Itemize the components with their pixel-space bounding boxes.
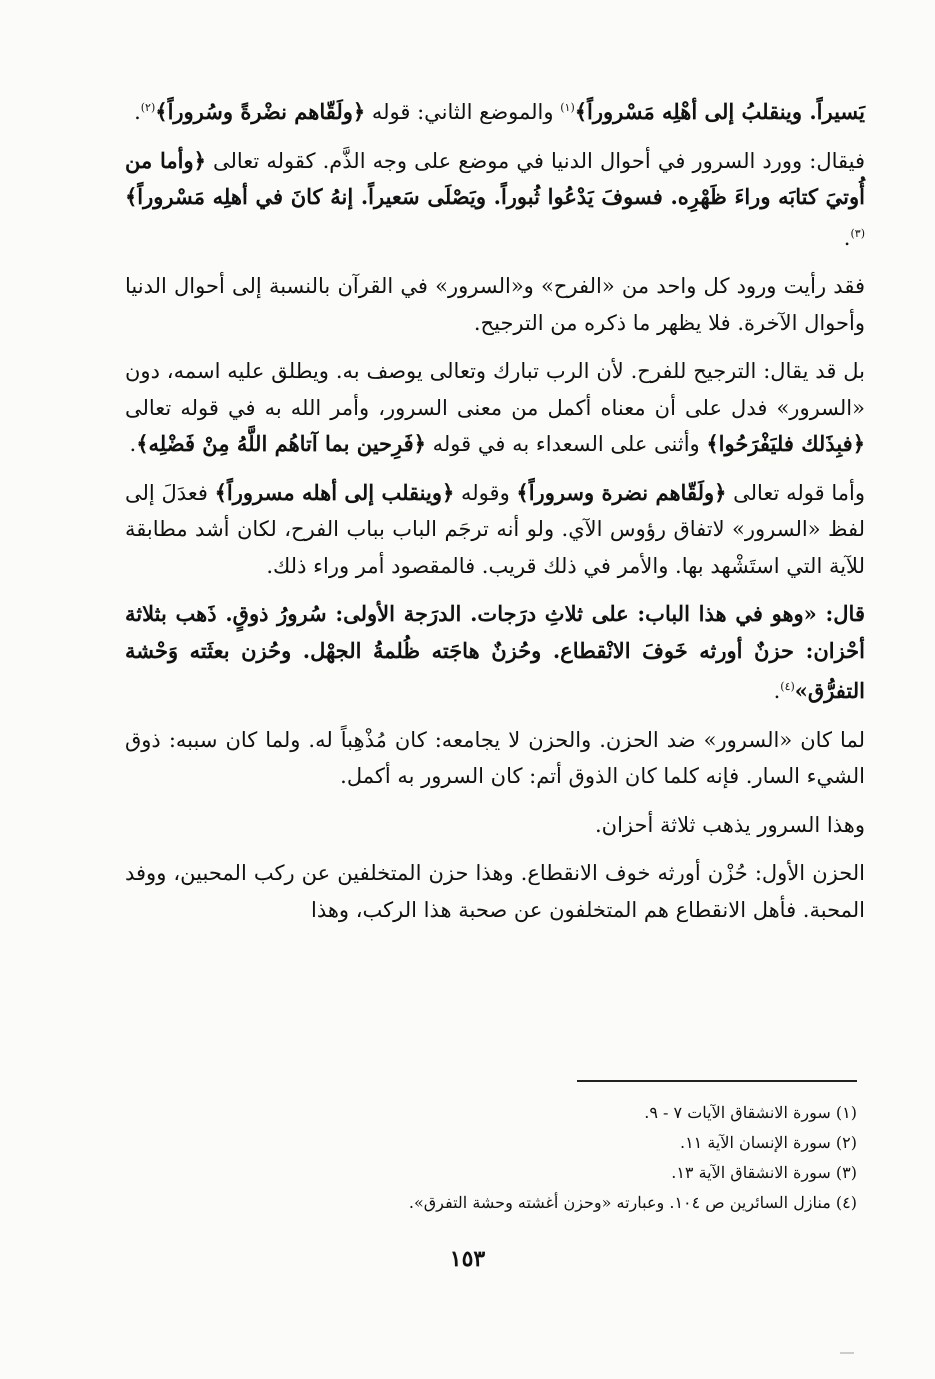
body-text: وأثنى على السعداء به في قوله: [425, 432, 707, 456]
scan-mark: [840, 1352, 854, 1354]
body-text: لما كان «السرور» ضد الحزن. والحزن لا يجامعه: كان مُذْهِباً له. ولما كان سببه: ذوق الشيء السار. فإنه كلما كان الذوق أتم: كان السرور به أكمل.: [125, 727, 865, 788]
paragraph-p2: [125, 143, 865, 257]
body-text: وقوله: [454, 480, 517, 505]
page-number: ١٥٣: [449, 1246, 486, 1272]
body-text: الحزن الأول: حُزْن أورثه خوف الانقطاع. وهذا حزن المتخلفين عن ركب المحبين، ووفد المحبة. فأهل الانقطاع هم المتخلفون عن صحبة هذا الركب، وهذا: [125, 861, 865, 922]
quoted-text: قال: «وهو في هذا الباب: على ثلاثِ درَجات. الدرَجة الأولى: سُرورُ ذوقٍ. ذَهب بثلاثة أحْزان: حزنٌ أورثه خَوفَ الانْقطاع. وحُزنٌ هاجَته ظُلمةُ الجهْل. وحُزن بعثَته وَحْشة التفرُّق»: [125, 601, 865, 703]
footnote-4: (٤) منازل السائرين ص ١٠٤. وعبارته «وحزن أغشته وحشة التفرق».: [408, 1193, 857, 1212]
footnotes: [137, 1098, 857, 1218]
quoted-text: ﴿فَرِحين بما آتاهُم اللَّهُ مِنْ فَضْلِه﴾: [136, 431, 426, 456]
footnote-divider: [577, 1080, 857, 1082]
paragraph-p5: [125, 475, 865, 585]
quoted-text: ﴿ولَقّاهم نضرة وسروراً﴾: [516, 479, 727, 505]
body-text: .: [129, 432, 137, 456]
footnote-3: (٣) سورة الانشقاق الآية ١٣.: [671, 1163, 857, 1182]
main-text: [125, 90, 865, 940]
body-text: والموضع الثاني: قوله: [365, 100, 561, 124]
body-text: فيقال: وورد السرور في أحوال الدنيا في موضع على وجه الذَّم. كقوله تعالى: [205, 148, 865, 173]
body-text: فعدَلَ إلى لفظ «السرور» لاتفاق رؤوس الآي. ولو أنه ترجَم الباب بباب الفرح، لكان أشد مطابقة للآية التي استَشْهد بها. والأمر في ذلك قريب. فالمقصود أمر وراء ذلك.: [125, 480, 865, 578]
paragraph-p9: [125, 855, 865, 928]
footnote-ref: (٣): [850, 226, 865, 240]
footnote-ref: (١): [560, 101, 575, 114]
quoted-text: ﴿وينقلب إلى أهله مسروراً﴾: [214, 479, 455, 505]
quoted-text: ﴿وأما من أُوتيَ كتابَه وراءَ ظَهْرِه. فسوفَ يَدْعُوا ثُبوراً. ويَصْلَى سَعيراً. إنهُ كانَ في أهلِه مَسْروراً﴾: [125, 147, 865, 209]
body-text: .: [773, 679, 781, 703]
body-text: .: [134, 100, 141, 124]
body-text: .: [843, 225, 851, 250]
paragraph-p6: [125, 596, 865, 710]
body-text: وأما قوله تعالى: [726, 480, 865, 505]
footnote-ref: (٤): [780, 680, 795, 693]
paragraph-p7: [125, 722, 865, 795]
quoted-text: ﴿ولَقّاهم نضْرةً وسُروراً﴾: [155, 99, 366, 124]
body-text: فقد رأيت ورود كل واحد من «الفرح» و«السرور» في القرآن بالنسبة إلى أحوال الدنيا وأحوال الآخرة. فلا يظهر ما ذكره من الترجيح.: [125, 274, 865, 335]
paragraph-p1: [125, 90, 865, 131]
paragraph-p3: [125, 268, 865, 341]
paragraph-p4: [125, 353, 865, 463]
footnote-1: (١) سورة الانشقاق الآيات ٧ - ٩.: [644, 1103, 857, 1122]
footnote-ref: (٢): [140, 101, 156, 114]
quoted-text: ﴿فبِذَلك فليَفْرَحُوا﴾: [706, 431, 865, 456]
body-text: بل قد يقال: الترجيح للفرح. لأن الرب تبارك وتعالى يوصف به. ويطلق عليه اسمه، دون «السرور» فدل على أن معناه أكمل من معنى السرور، وأمر الله به في قوله تعالى: [125, 359, 865, 420]
body-text: وهذا السرور يذهب ثلاثة أحزان.: [595, 812, 865, 837]
quoted-text: يَسيراً. وينقلبُ إلى أهْلِه مَسْروراً﴾: [574, 99, 865, 124]
paragraph-p8: [125, 807, 865, 844]
footnote-2: (٢) سورة الإنسان الآية ١١.: [679, 1133, 857, 1152]
